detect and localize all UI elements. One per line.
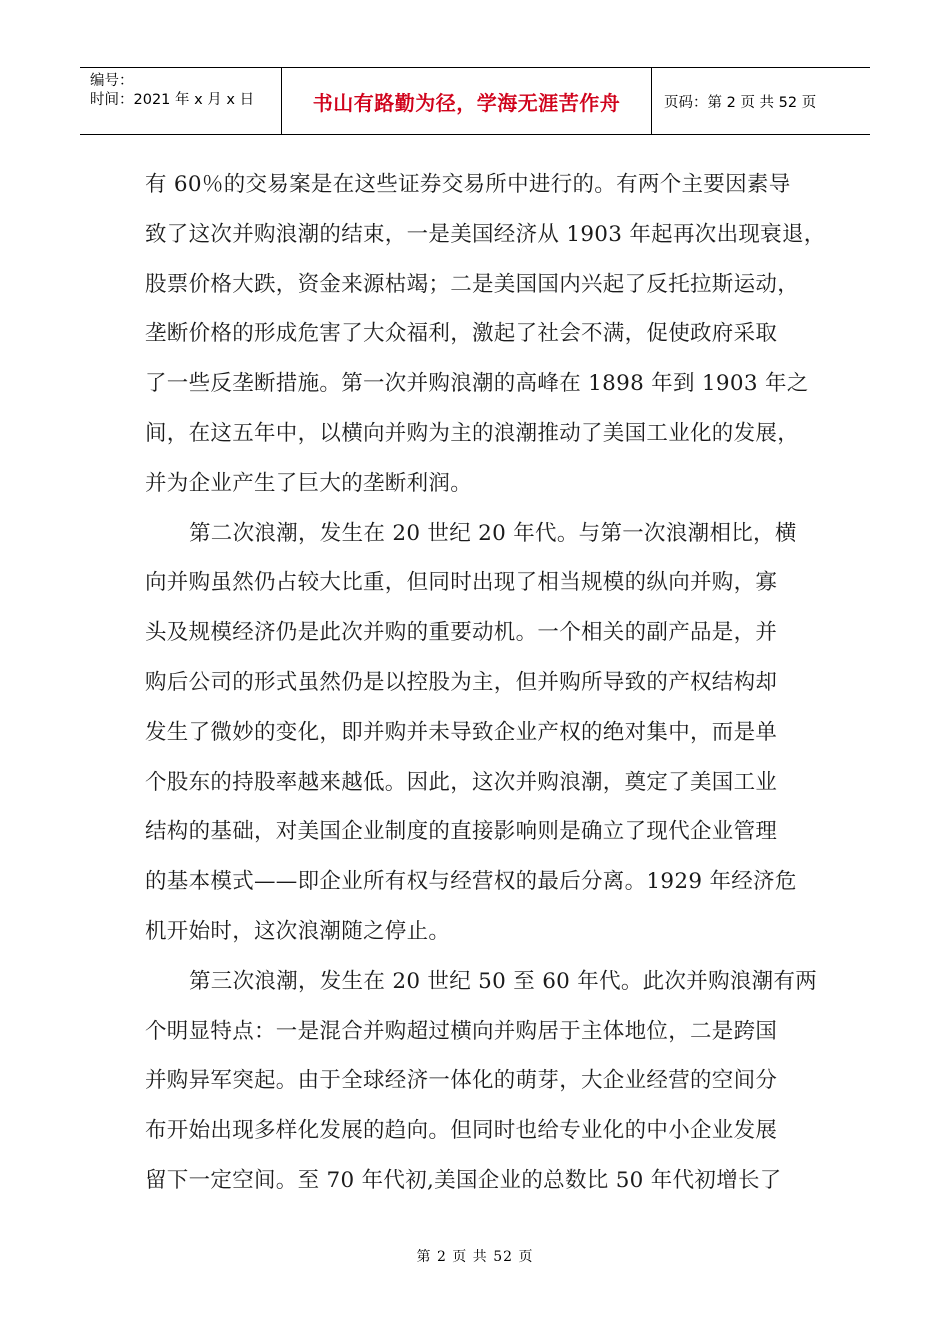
header-motto: 书山有路勤为径，学海无涯苦作舟 (282, 68, 652, 134)
paragraph-3 (145, 957, 818, 1206)
text-line: 有 60％的交易案是在这些证券交易所中进行的。有两个主要因素导 (145, 172, 791, 197)
text-line: 第二次浪潮，发生在 20 世纪 20 年代。与第一次浪潮相比，横 (189, 520, 797, 546)
text-line: 布开始出现多样化发展的趋向。但同时也给专业化的中小企业发展 (145, 1118, 778, 1144)
text-line: 致了这次并购浪潮的结束，一是美国经济从 1903 年起再次出现衰退， (145, 221, 826, 247)
header-page-info: 页码：第 2 页 共 52 页 (664, 94, 817, 111)
text-line: 并为企业产生了巨大的垄断利润。 (145, 470, 473, 496)
paragraph-2 (145, 509, 810, 957)
text-line: 垄断价格的形成危害了大众福利，激起了社会不满，促使政府采取 (145, 321, 778, 347)
document-body (145, 160, 826, 1206)
text-line: 留下一定空间。至 70 年代初,美国企业的总数比 50 年代初增长了 (145, 1167, 782, 1193)
page-header (80, 67, 870, 135)
text-line: 间，在这五年中，以横向并购为主的浪潮推动了美国工业化的发展， (145, 420, 800, 446)
text-line: 个股东的持股率越来越低。因此，这次并购浪潮，奠定了美国工业 (145, 769, 778, 795)
text-line: 头及规模经济仍是此次并购的重要动机。一个相关的副产品是，并 (145, 620, 778, 646)
text-line: 的基本模式——即企业所有权与经营权的最后分离。1929 年经济危 (145, 869, 797, 895)
text-line: 向并购虽然仍占较大比重，但同时出现了相当规模的纵向并购，寡 (145, 570, 778, 596)
header-meta (80, 68, 282, 134)
text-line: 个明显特点：一是混合并购超过横向并购居于主体地位，二是跨国 (145, 1018, 778, 1044)
text-line: 并购异军突起。由于全球经济一体化的萌芽，大企业经营的空间分 (145, 1068, 778, 1094)
paragraph-1 (145, 160, 826, 509)
text-line: 第三次浪潮，发生在 20 世纪 50 至 60 年代。此次并购浪潮有两 (189, 968, 818, 994)
text-line: 股票价格大跌，资金来源枯竭；二是美国国内兴起了反托拉斯运动， (145, 271, 800, 297)
document-date-label: 时间：2021 年 x 月 x 日 (90, 92, 255, 108)
text-line: 发生了微妙的变化，即并购并未导致企业产权的绝对集中，而是单 (145, 719, 778, 745)
text-line: 机开始时，这次浪潮随之停止。 (145, 918, 451, 944)
text-line: 了一些反垄断措施。第一次并购浪潮的高峰在 1898 年到 1903 年之 (145, 371, 809, 397)
document-number-label: 编号： (90, 73, 134, 89)
page-footer: 第 2 页 共 52 页 (416, 1249, 534, 1265)
text-line: 结构的基础，对美国企业制度的直接影响则是确立了现代企业管理 (145, 819, 778, 845)
text-line: 购后公司的形式虽然仍是以控股为主，但并购所导致的产权结构却 (145, 669, 778, 695)
